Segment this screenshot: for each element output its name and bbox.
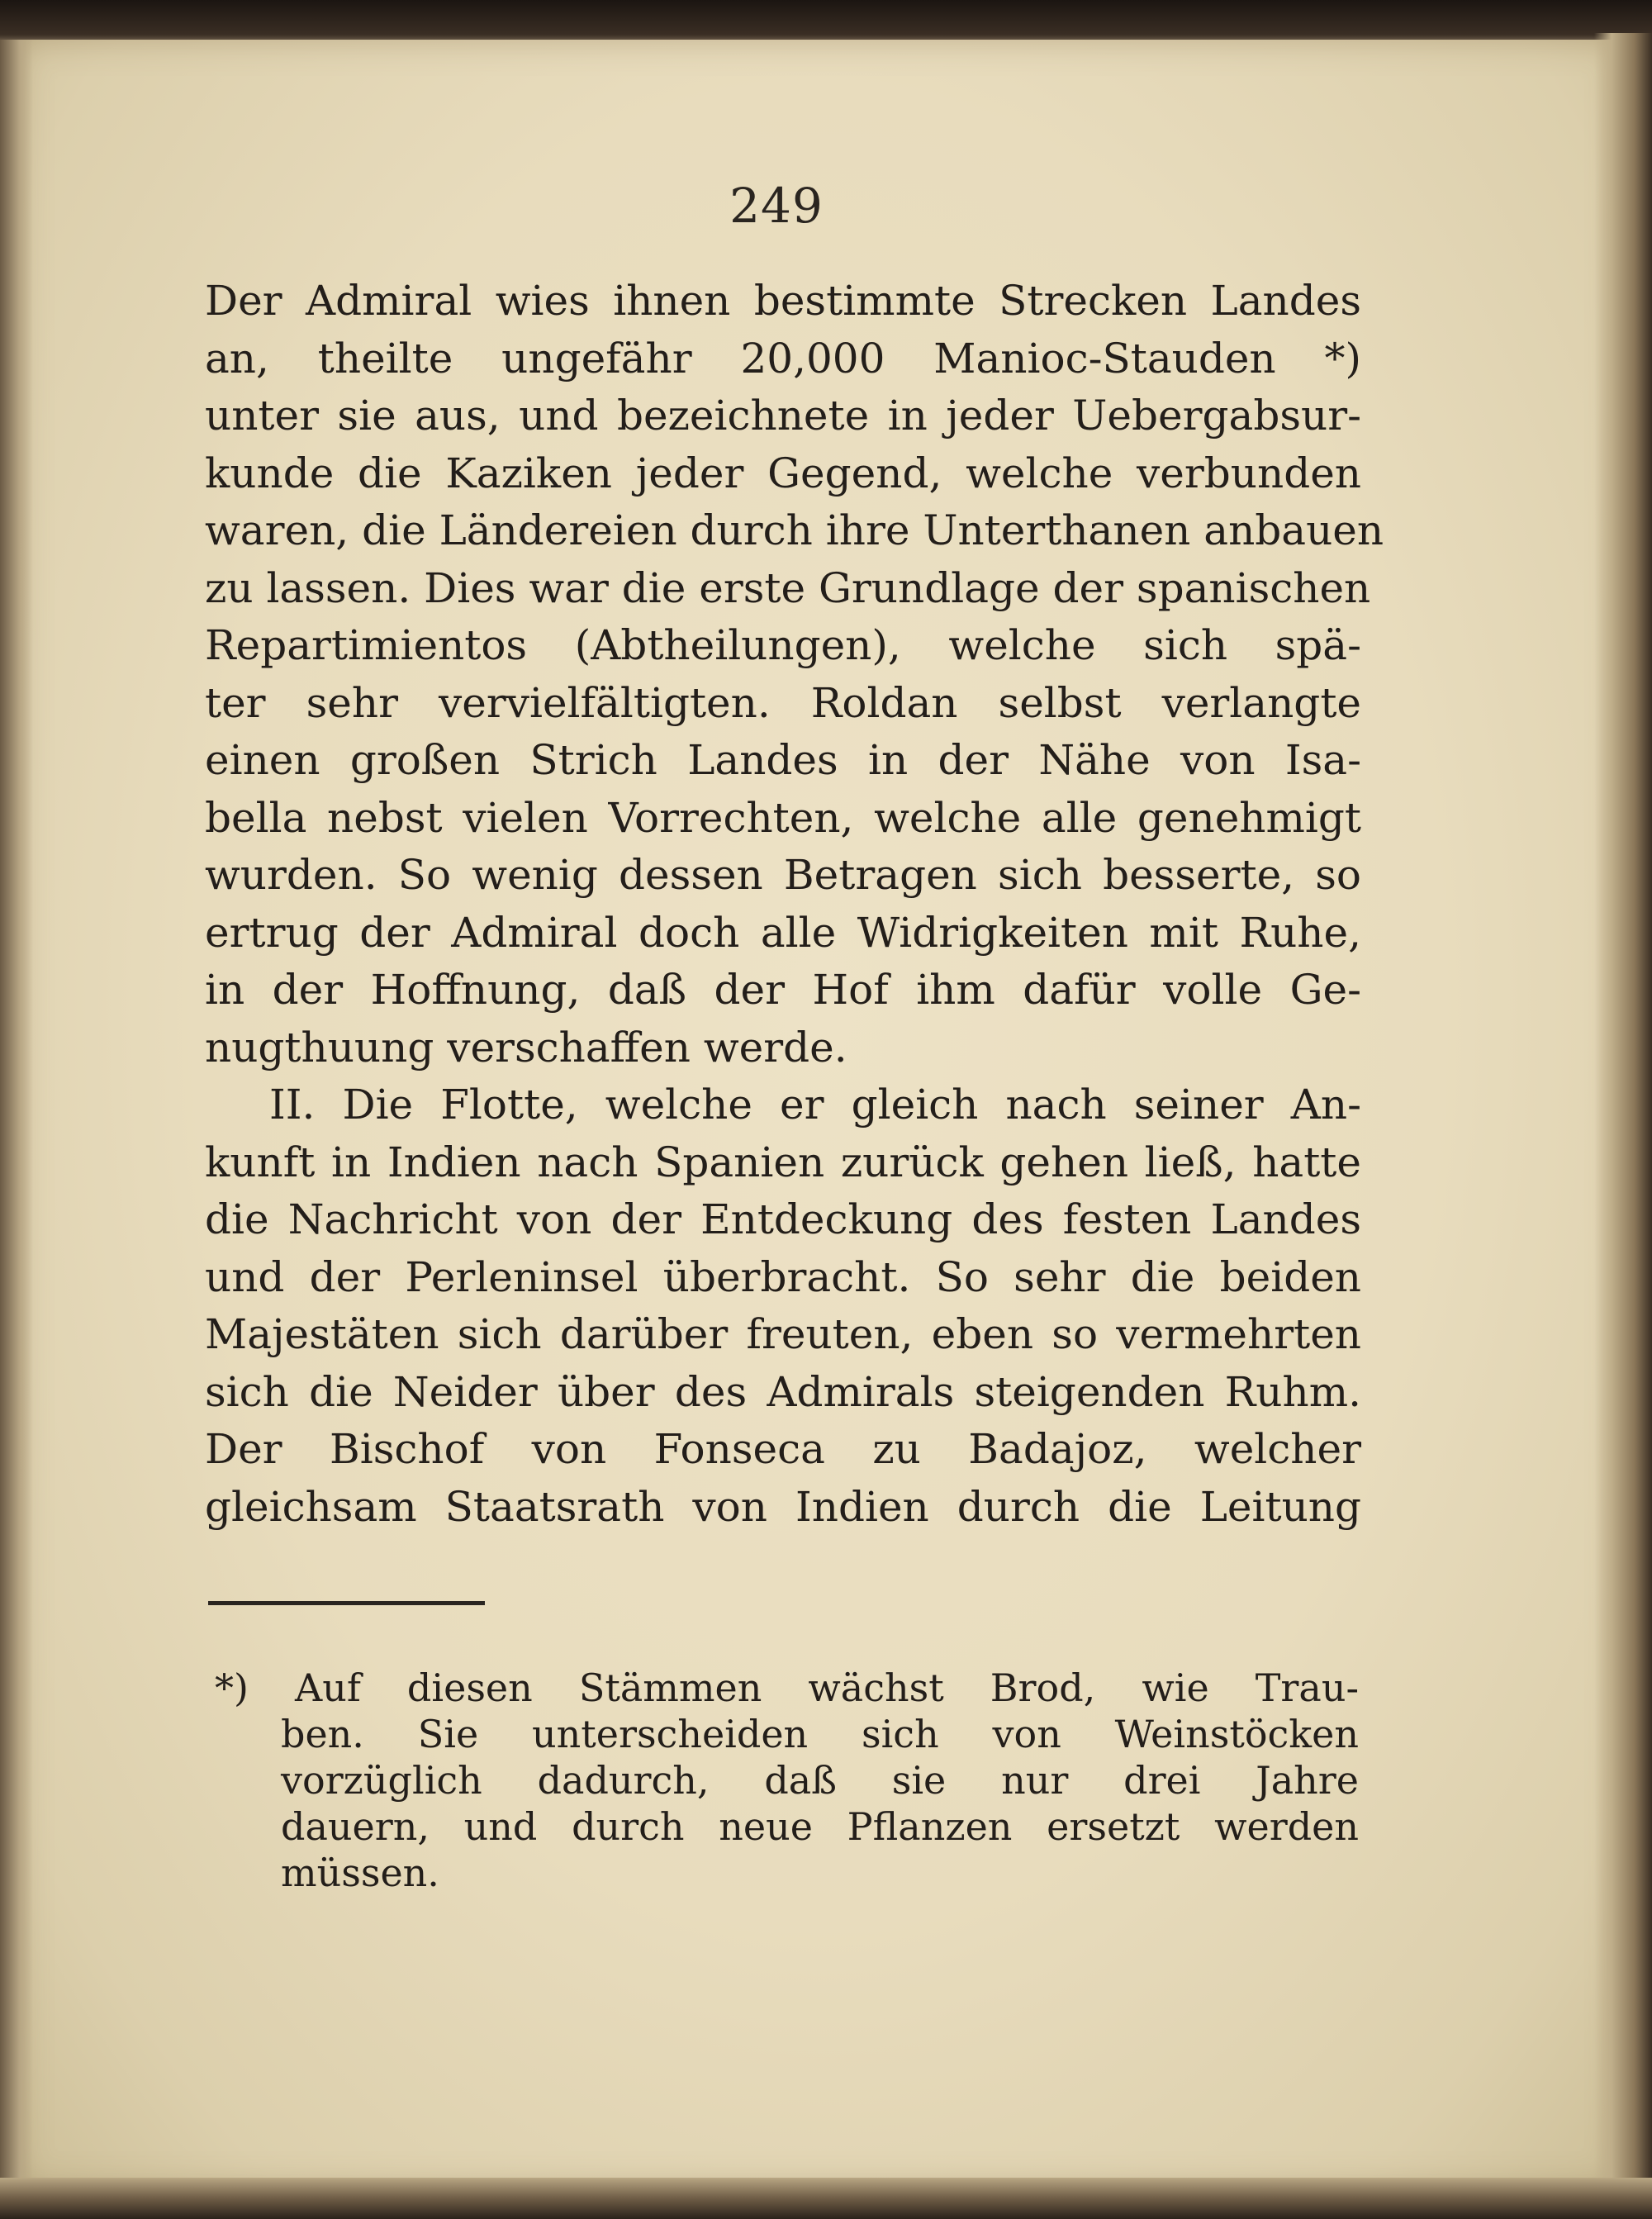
text-line: nugthuung verschaffen werde. (205, 1023, 847, 1071)
text-line: Der Admiral wies ihnen bestimmte Strecken Landes (205, 277, 1361, 325)
text-line: Repartimientos (Abtheilungen), welche sich spä- (205, 621, 1361, 669)
text-line: Majestäten sich darüber freuten, eben so vermehrten (205, 1310, 1361, 1358)
text-line: die Nachricht von der Entdeckung des festen Landes (205, 1195, 1361, 1243)
text-line: unter sie aus, und bezeichnete in jeder Uebergabsur- (205, 392, 1361, 440)
text-line: kunft in Indien nach Spanien zurück gehen ließ, hatte (205, 1138, 1361, 1186)
footnote-line: *) Auf diesen Stämmen wächst Brod, wie Trau- (215, 1665, 1359, 1710)
text-line: einen großen Strich Landes in der Nähe von Isa- (205, 736, 1361, 784)
text-line: gleichsam Staatsrath von Indien durch die Leitung (205, 1482, 1361, 1531)
text-line: und der Perleninsel überbracht. So sehr die beiden (205, 1252, 1361, 1301)
text-line: bella nebst vielen Vorrechten, welche alle genehmigt (205, 793, 1361, 842)
book-fore-edge (1594, 33, 1652, 2189)
text-line: ter sehr vervielfältigten. Roldan selbst verlangte (205, 678, 1361, 727)
footnote (215, 1665, 1359, 1896)
page-number: 249 (729, 178, 824, 234)
footnote-line: müssen. (281, 1851, 439, 1895)
text-line: zu lassen. Dies war die erste Grundlage der spanischen (205, 563, 1371, 612)
text-line: sich die Neider über des Admirals steigenden Ruhm. (205, 1367, 1361, 1416)
body-text (205, 273, 1384, 1536)
text-line: wurden. So wenig dessen Betragen sich besserte, so (205, 851, 1361, 899)
text-line: Der Bischof von Fonseca zu Badajoz, welcher (205, 1425, 1361, 1473)
text-line: in der Hoffnung, daß der Hof ihm dafür volle Ge- (205, 966, 1361, 1014)
text-line: kunde die Kaziken jeder Gegend, welche verbunden (205, 449, 1361, 497)
text-line: an, theilte ungefähr 20,000 Manioc-Stauden *) (205, 334, 1361, 383)
footnote-line: dauern, und durch neue Pflanzen ersetzt werden (281, 1804, 1359, 1849)
footnote-line: ben. Sie unterscheiden sich von Weinstöcken (281, 1712, 1359, 1756)
paragraph-start-line: II. Die Flotte, welche er gleich nach seiner An- (269, 1081, 1361, 1129)
text-line: ertrug der Admiral doch alle Widrigkeiten mit Ruhe, (205, 908, 1361, 957)
footnote-line: vorzüglich dadurch, daß sie nur drei Jahre (281, 1758, 1359, 1803)
book-gutter (0, 40, 33, 2188)
text-line: waren, die Ländereien durch ihre Unterthanen anbauen (205, 506, 1384, 554)
book-bottom-edge (0, 2178, 1652, 2219)
footnote-divider (208, 1601, 485, 1605)
